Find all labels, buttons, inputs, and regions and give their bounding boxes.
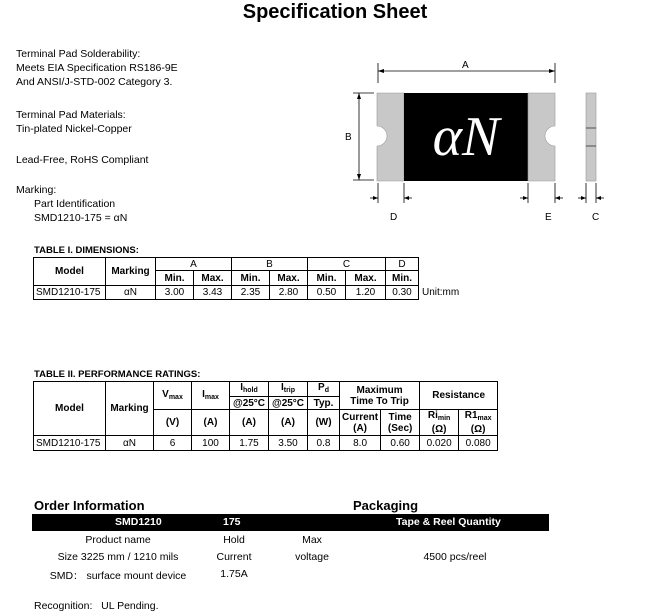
t2-cell-marking: αN	[106, 436, 154, 451]
t1-group-b: B	[232, 258, 308, 271]
t2-cell-r1max: 0.080	[459, 436, 498, 451]
t2-itrip-cond: @25°C	[269, 397, 308, 410]
t1-cell-model: SMD1210-175	[34, 286, 106, 300]
t2-cell-current: 8.0	[340, 436, 381, 451]
t2-cell-ihold: 1.75	[230, 436, 269, 451]
order-bar-tape: Tape & Reel Quantity	[396, 516, 501, 528]
t1-group-c: C	[308, 258, 386, 271]
t1-header-model: Model	[34, 258, 106, 286]
component-diagram	[340, 55, 670, 230]
t1-group-a: A	[156, 258, 232, 271]
t1-cell-b-min: 2.35	[232, 286, 270, 300]
order-size: Size 3225 mm / 1210 mils	[57, 551, 179, 563]
t2-vmax-unit: (V)	[154, 410, 192, 436]
t1-header-marking: Marking	[106, 258, 156, 286]
t1-cell-a-min: 3.00	[156, 286, 194, 300]
t1-cell-c-max: 1.20	[346, 286, 386, 300]
t1-sub-b-max: Max.	[270, 271, 308, 286]
marking-line-2: SMD1210-175 = αN	[34, 212, 128, 224]
t2-header-vmax: $V_{max}$	[154, 382, 192, 410]
t1-sub-a-max: Max.	[194, 271, 232, 286]
t2-ihold-unit: (A)	[230, 410, 269, 436]
t2-current: Current (A)	[340, 410, 381, 436]
order-current: Current	[216, 551, 252, 563]
table-row	[34, 286, 462, 300]
label-c: C	[592, 212, 600, 223]
left-terminal-pad	[377, 93, 404, 181]
t1-cell-marking: αN	[106, 286, 156, 300]
t2-cell-rmin: 0.020	[420, 436, 459, 451]
t1-sub-b-min: Min.	[232, 271, 270, 286]
t2-header-itrip: $I_{trip}$	[269, 382, 308, 397]
t1-sub-d-min: Min.	[386, 271, 419, 286]
label-b: B	[345, 132, 352, 143]
packaging-heading: Packaging	[353, 498, 419, 513]
order-bar-part: SMD1210	[115, 516, 162, 528]
t2-header-resistance: Resistance	[420, 382, 498, 410]
t2-header-pd: $P_d$	[308, 382, 340, 397]
t2-cell-time: 0.60	[381, 436, 420, 451]
t2-cell-pd: 0.8	[308, 436, 340, 451]
t2-pd-cond: Typ.	[308, 397, 340, 410]
t1-cell-c-min: 0.50	[308, 286, 346, 300]
page-title: Specification Sheet	[242, 1, 428, 23]
table2-title: TABLE II. PERFORMANCE RATINGS:	[34, 369, 201, 380]
t1-sub-c-min: Min.	[308, 271, 346, 286]
t2-pd-unit: (W)	[308, 410, 340, 436]
right-terminal-pad	[528, 93, 555, 181]
t2-r1max: $R1_{max}$ (Ω)	[459, 410, 498, 436]
solderability-block	[16, 47, 178, 89]
label-e: E	[545, 212, 552, 223]
materials-block	[16, 108, 132, 136]
label-a: A	[462, 60, 469, 71]
t1-cell-d-min: 0.30	[386, 286, 419, 300]
t2-header-model: Model	[34, 382, 106, 436]
t2-itrip-unit: (A)	[269, 410, 308, 436]
solderability-line-2: And ANSI/J-STD-002 Category 3.	[16, 76, 173, 88]
label-d: D	[390, 212, 398, 223]
order-hold: Hold	[223, 534, 245, 546]
solderability-heading: Terminal Pad Solderability:	[16, 48, 141, 60]
t2-rmin: $Ri_{min}$ (Ω)	[420, 410, 459, 436]
packaging-quantity: 4500 pcs/reel	[423, 551, 487, 563]
t1-sub-c-max: Max.	[346, 271, 386, 286]
t2-cell-imax: 100	[192, 436, 230, 451]
t2-cell-model: SMD1210-175	[34, 436, 106, 451]
t1-cell-b-max: 2.80	[270, 286, 308, 300]
order-current-value: 1.75A	[220, 568, 248, 580]
order-voltage: voltage	[295, 551, 329, 563]
t2-header-max-time: Maximum Time To Trip	[340, 382, 420, 410]
solderability-line-1: Meets EIA Specification RS186-9E	[16, 62, 178, 74]
t2-ihold-cond: @25°C	[230, 397, 269, 410]
side-view	[586, 93, 596, 181]
order-header-bar	[32, 514, 549, 531]
t2-header-marking: Marking	[106, 382, 154, 436]
materials-heading: Terminal Pad Materials:	[16, 109, 126, 121]
t2-header-imax: $I_{max}$	[192, 382, 230, 410]
table1-title: TABLE I. DIMENSIONS:	[34, 245, 139, 256]
marking-text: αN	[432, 106, 500, 168]
leadfree-text: Lead-Free, RoHS Compliant	[16, 154, 149, 166]
marking-line-1: Part Identification	[34, 198, 116, 210]
dimensions-table	[33, 257, 462, 300]
materials-line: Tin-plated Nickel-Copper	[16, 123, 132, 135]
t1-sub-a-min: Min.	[156, 271, 194, 286]
t2-cell-vmax: 6	[154, 436, 192, 451]
marking-heading: Marking:	[16, 184, 57, 196]
t2-header-ihold: $I_{hold}$	[230, 382, 269, 397]
t2-imax-unit: (A)	[192, 410, 230, 436]
t1-unit: Unit:mm	[422, 287, 460, 298]
t1-group-d: D	[386, 258, 419, 271]
recognition-text: Recognition: UL Pending.	[34, 600, 159, 612]
order-max: Max	[302, 534, 322, 546]
order-info-heading: Order Information	[34, 498, 145, 513]
performance-table	[33, 381, 498, 451]
order-product-name: Product name	[85, 534, 151, 546]
t2-time: Time (Sec)	[381, 410, 420, 436]
table-row	[34, 436, 498, 451]
order-bar-rating: 175	[223, 516, 241, 528]
order-smd: SMD： surface mount device	[49, 570, 187, 582]
t1-cell-a-max: 3.43	[194, 286, 232, 300]
marking-block	[16, 183, 127, 225]
t2-cell-itrip: 3.50	[269, 436, 308, 451]
